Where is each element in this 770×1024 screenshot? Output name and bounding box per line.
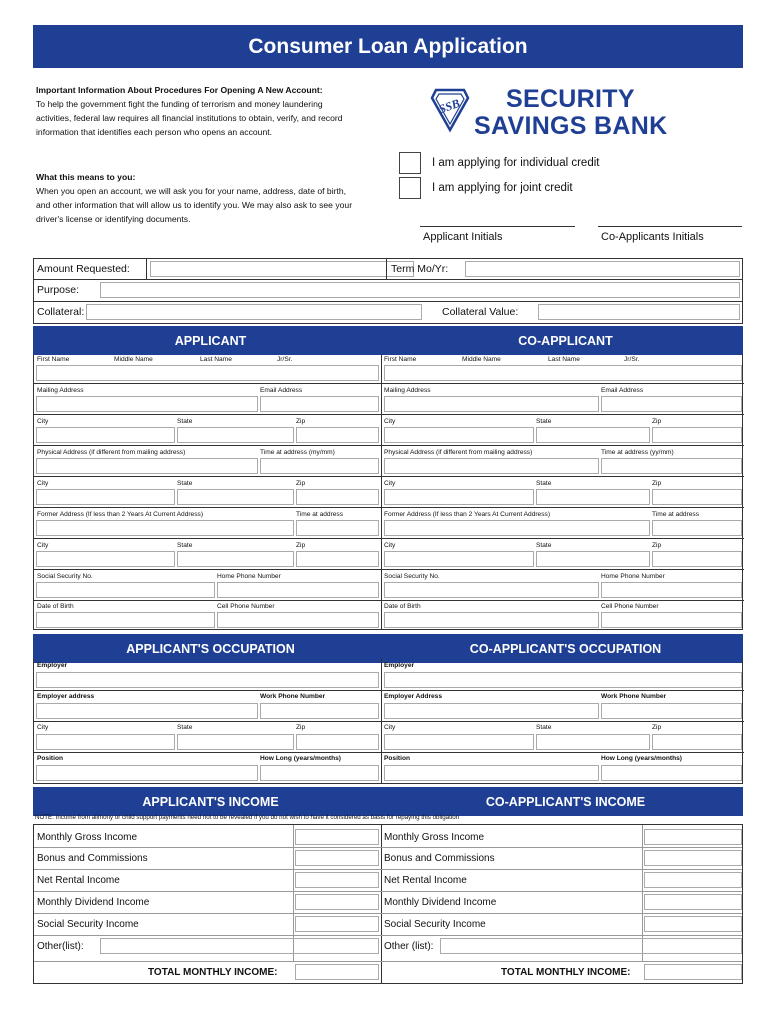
joint-credit-checkbox[interactable] [399, 177, 421, 199]
employer-address-label: Employer address [37, 693, 95, 700]
co-ss-income-input[interactable] [644, 916, 742, 932]
loan-row-1 [33, 258, 743, 280]
amount-input[interactable] [150, 261, 414, 277]
co-how-long-input[interactable] [601, 765, 742, 781]
co-city2-input[interactable] [384, 489, 534, 505]
co-cell-input[interactable] [601, 612, 742, 628]
co-first-name-label: First Name [384, 356, 417, 363]
co-employer-address-input[interactable] [384, 703, 599, 719]
income-grid [33, 824, 743, 984]
co-middle-name-label: Middle Name [462, 356, 501, 363]
last-name-label: Last Name [200, 356, 232, 363]
work-phone-input[interactable] [260, 703, 379, 719]
co-gross-input[interactable] [644, 829, 742, 845]
info-line: information that identifies each person who opens an account. [36, 127, 273, 137]
co-city3-input[interactable] [384, 551, 534, 567]
other-label: Other(list): [37, 941, 84, 952]
city2-input[interactable] [36, 489, 175, 505]
co-dob-label: Date of Birth [384, 603, 421, 610]
co-rental-input[interactable] [644, 872, 742, 888]
home-phone-label: Home Phone Number [217, 573, 281, 580]
state2-label: State [177, 480, 193, 487]
state3-label: State [177, 542, 193, 549]
mailing-label: Mailing Address [37, 387, 84, 394]
income-row-label: Monthly Dividend Income [37, 897, 150, 908]
position-label: Position [37, 755, 64, 762]
co-other-input[interactable] [440, 938, 742, 954]
occ-zip-label: Zip [296, 724, 306, 731]
applicant-header [33, 326, 743, 355]
co-physical-label: Physical Address (if different from mailing address) [384, 449, 533, 456]
time-at-address-label: Time at address (my/mm) [260, 449, 335, 456]
co-state2-label: State [536, 480, 552, 487]
position-input[interactable] [36, 765, 258, 781]
collateral-input[interactable] [86, 304, 422, 320]
bank-name-line1: SECURITY [506, 85, 635, 113]
co-employer-label: Employer [384, 662, 415, 669]
income-row-label: Monthly Gross Income [37, 832, 138, 843]
total-label: TOTAL MONTHLY INCOME: [148, 967, 278, 978]
means-line: driver's license or identifying documents. [36, 214, 191, 224]
bank-name [474, 86, 667, 140]
occ-state-input[interactable] [177, 734, 294, 750]
co-city2-label: City [384, 480, 396, 487]
other-input[interactable] [100, 938, 379, 954]
state-label: State [177, 418, 193, 425]
gross-input[interactable] [295, 829, 379, 845]
means-block [36, 170, 406, 226]
info-block [36, 83, 406, 139]
city-input[interactable] [36, 427, 175, 443]
applicant-name-input[interactable] [36, 365, 379, 381]
co-total-input[interactable] [644, 964, 742, 980]
co-zip-label: Zip [652, 418, 662, 425]
co-email-input[interactable] [601, 396, 742, 412]
co-other-label: Other (list): [384, 941, 434, 952]
co-city-label: City [384, 418, 396, 425]
co-zip2-label: Zip [652, 480, 662, 487]
purpose-label: Purpose: [37, 284, 80, 296]
co-state-input[interactable] [536, 427, 650, 443]
employer-input[interactable] [36, 672, 379, 688]
co-income-row-label: Social Security Income [384, 919, 486, 930]
zip-label: Zip [296, 418, 306, 425]
co-home-phone-label: Home Phone Number [601, 573, 665, 580]
time-at-address-input[interactable] [260, 458, 379, 474]
co-applicant-heading: CO-APPLICANT [518, 333, 613, 348]
term-input[interactable] [465, 261, 740, 277]
jr-label: Jr/Sr. [277, 356, 293, 363]
zip2-input[interactable] [296, 489, 379, 505]
co-state3-input[interactable] [536, 551, 650, 567]
occupation-grid [33, 658, 743, 784]
co-mailing-label: Mailing Address [384, 387, 431, 394]
income-row-label: Bonus and Commissions [37, 853, 148, 864]
co-state2-input[interactable] [536, 489, 650, 505]
employer-address-input[interactable] [36, 703, 258, 719]
occ-zip-input[interactable] [296, 734, 379, 750]
city2-label: City [37, 480, 49, 487]
income-row-label: Net Rental Income [37, 875, 120, 886]
cell-input[interactable] [217, 612, 379, 628]
zip-input[interactable] [296, 427, 379, 443]
city3-input[interactable] [36, 551, 175, 567]
co-income-row-label: Bonus and Commissions [384, 853, 495, 864]
co-occ-state-label: State [536, 724, 552, 731]
first-name-label: First Name [37, 356, 70, 363]
co-employer-address-label: Employer Address [384, 693, 443, 700]
means-line: and other information that will allow us to identify you. We may also ask to see your [36, 200, 353, 210]
info-heading: Important Information About Procedures For Opening A New Account: [36, 85, 323, 95]
dob-input[interactable] [36, 612, 215, 628]
physical-input[interactable] [36, 458, 258, 474]
co-last-name-label: Last Name [548, 356, 580, 363]
mailing-input[interactable] [36, 396, 258, 412]
purpose-input[interactable] [100, 282, 740, 298]
co-initials-line[interactable] [598, 226, 742, 227]
co-former-time-label: Time at address [652, 511, 700, 518]
former-time-input[interactable] [296, 520, 379, 536]
work-phone-label: Work Phone Number [260, 693, 326, 700]
co-income-row-label: Monthly Gross Income [384, 832, 485, 843]
personal-grid [33, 355, 743, 630]
loan-row-2 [33, 280, 743, 302]
dob-label: Date of Birth [37, 603, 74, 610]
income-note: NOTE: Income from alimony or child support payments need not to be revealed if you do not wish to have it considered as basis for repaying this obligation [35, 814, 460, 821]
applicant-initials-line[interactable] [420, 226, 575, 227]
co-dividend-input[interactable] [644, 894, 742, 910]
co-occ-zip-label: Zip [652, 724, 662, 731]
state3-input[interactable] [177, 551, 294, 567]
amount-label: Amount Requested: [37, 263, 130, 275]
how-long-input[interactable] [260, 765, 379, 781]
individual-credit-label: I am applying for individual credit [432, 157, 600, 169]
co-position-label: Position [384, 755, 411, 762]
co-how-long-label: How Long (years/months) [601, 755, 682, 762]
logo-mark: SSB [436, 95, 462, 117]
co-employer-input[interactable] [384, 672, 742, 688]
co-dob-input[interactable] [384, 612, 599, 628]
co-former-label: Former Address (If less than 2 Years At Current Address) [384, 511, 551, 518]
co-work-phone-input[interactable] [601, 703, 742, 719]
loan-row-3 [33, 302, 743, 324]
email-input[interactable] [260, 396, 379, 412]
co-state-label: State [536, 418, 552, 425]
bank-name-line2: SAVINGS BANK [474, 112, 668, 140]
co-ssn-label: Social Security No. [384, 573, 440, 580]
occ-state-label: State [177, 724, 193, 731]
middle-name-label: Middle Name [114, 356, 153, 363]
applicant-initials-label: Applicant Initials [423, 231, 503, 243]
dividend-input[interactable] [295, 894, 379, 910]
former-time-label: Time at address [296, 511, 344, 518]
co-occ-zip-input[interactable] [652, 734, 742, 750]
means-line: When you open an account, we will ask you for your name, address, date of birth, [36, 186, 347, 196]
collateral-label: Collateral: [37, 306, 85, 318]
means-heading: What this means to you: [36, 172, 136, 182]
co-ssn-input[interactable] [384, 582, 599, 598]
co-cell-label: Cell Phone Number [601, 603, 659, 610]
co-zip3-input[interactable] [652, 551, 742, 567]
individual-credit-checkbox[interactable] [399, 152, 421, 174]
applicant-heading: APPLICANT [174, 333, 247, 348]
zip2-label: Zip [296, 480, 306, 487]
co-occ-city-label: City [384, 724, 396, 731]
co-income-heading: CO-APPLICANT'S INCOME [485, 794, 646, 809]
co-occ-city-input[interactable] [384, 734, 534, 750]
co-email-label: Email Address [601, 387, 644, 394]
term-label: Term Mo/Yr: [391, 263, 449, 275]
employer-label: Employer [37, 662, 68, 669]
co-position-input[interactable] [384, 765, 599, 781]
city-label: City [37, 418, 49, 425]
co-state3-label: State [536, 542, 552, 549]
co-city-input[interactable] [384, 427, 534, 443]
ss-income-input[interactable] [295, 916, 379, 932]
former-label: Former Address (If less than 2 Years At Current Address) [37, 511, 204, 518]
cell-label: Cell Phone Number [217, 603, 275, 610]
how-long-label: How Long (years/months) [260, 755, 341, 762]
former-input[interactable] [36, 520, 294, 536]
collateral-value-label: Collateral Value: [442, 306, 519, 318]
income-row-label: Social Security Income [37, 919, 139, 930]
info-line: activities, federal law requires all financial institutions to obtain, verify, and record [36, 113, 343, 123]
rental-input[interactable] [295, 872, 379, 888]
state-input[interactable] [177, 427, 294, 443]
co-work-phone-label: Work Phone Number [601, 693, 667, 700]
co-zip3-label: Zip [652, 542, 662, 549]
joint-credit-label: I am applying for joint credit [432, 182, 573, 194]
occ-city-label: City [37, 724, 49, 731]
co-zip2-input[interactable] [652, 489, 742, 505]
co-jr-label: Jr/Sr. [624, 356, 640, 363]
total-input[interactable] [295, 964, 379, 980]
co-zip-input[interactable] [652, 427, 742, 443]
co-initials-label: Co-Applicants Initials [601, 231, 704, 243]
income-heading: APPLICANT'S INCOME [142, 794, 279, 809]
collateral-value-input[interactable] [538, 304, 740, 320]
home-phone-input[interactable] [217, 582, 379, 598]
co-income-row-label: Monthly Dividend Income [384, 897, 497, 908]
co-city3-label: City [384, 542, 396, 549]
co-home-phone-input[interactable] [601, 582, 742, 598]
email-label: Email Address [260, 387, 303, 394]
occupation-heading: APPLICANT'S OCCUPATION [126, 641, 295, 656]
co-occupation-heading: CO-APPLICANT'S OCCUPATION [469, 641, 662, 656]
co-bonus-input[interactable] [644, 850, 742, 866]
physical-label: Physical Address (if different from mailing address) [37, 449, 186, 456]
city3-label: City [37, 542, 49, 549]
co-mailing-input[interactable] [384, 396, 599, 412]
state2-input[interactable] [177, 489, 294, 505]
co-time-at-address-input[interactable] [601, 458, 742, 474]
co-time-at-address-label: Time at address (yy/mm) [601, 449, 674, 456]
info-line: To help the government fight the funding of terrorism and money laundering [36, 99, 323, 109]
co-physical-input[interactable] [384, 458, 599, 474]
income-header [33, 787, 743, 816]
co-former-time-input[interactable] [652, 520, 742, 536]
bank-logo-icon [430, 84, 470, 134]
co-occ-state-input[interactable] [536, 734, 650, 750]
form-title: Consumer Loan Application [33, 25, 743, 68]
occ-city-input[interactable] [36, 734, 175, 750]
zip3-input[interactable] [296, 551, 379, 567]
ssn-input[interactable] [36, 582, 215, 598]
co-name-input[interactable] [384, 365, 742, 381]
co-income-row-label: Net Rental Income [384, 875, 467, 886]
co-total-label: TOTAL MONTHLY INCOME: [501, 967, 631, 978]
co-former-input[interactable] [384, 520, 650, 536]
zip3-label: Zip [296, 542, 306, 549]
ssn-label: Social Security No. [37, 573, 93, 580]
bonus-input[interactable] [295, 850, 379, 866]
